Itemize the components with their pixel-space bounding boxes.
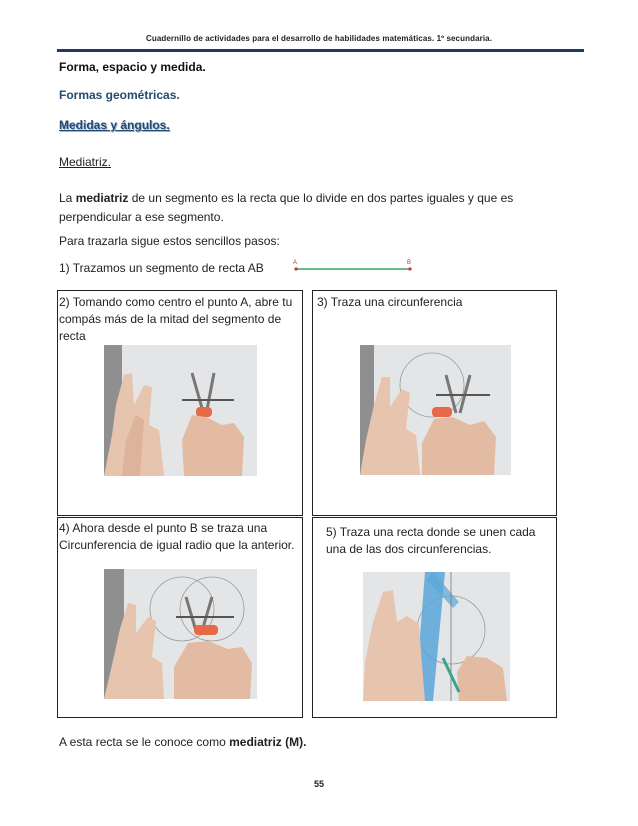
step-3-caption: 3) Traza una circunferencia <box>317 295 463 309</box>
document-header: Cuadernillo de actividades para el desarrollo de habilidades matemáticas. 1º secundaria. <box>145 34 493 43</box>
definition-paragraph <box>59 189 589 227</box>
topic-heading: Medidas y ángulos. <box>59 118 170 132</box>
step-1-text: 1) Trazamos un segmento de recta AB <box>59 261 264 275</box>
step-2-photo <box>104 345 257 476</box>
point-b <box>408 267 411 270</box>
step-5-photo <box>363 572 510 701</box>
step-3-box <box>312 290 557 516</box>
step-2-box <box>57 290 303 516</box>
label-b: B <box>407 260 412 266</box>
step-2-caption: 2) Tomando como centro el punto A, abre tu compás más de la mitad del segmento de recta <box>59 295 293 343</box>
label-a: A <box>293 260 298 266</box>
definition-prefix: La <box>59 191 76 205</box>
step-5-caption: 5) Traza una recta donde se unen cada una de las dos circunferencias. <box>326 525 536 556</box>
conclusion-prefix: A esta recta se le conoce como <box>59 735 230 749</box>
segment-ab-figure <box>290 258 415 276</box>
step-4-photo <box>104 569 257 699</box>
step-4-box <box>57 517 303 718</box>
step-3-photo <box>360 345 511 475</box>
conclusion-term: mediatriz (M). <box>229 735 307 749</box>
page-number: 55 <box>313 779 324 789</box>
intro-text: Para trazarla sigue estos sencillos pasos: <box>59 234 280 248</box>
page-title: Mediatriz. <box>59 155 112 169</box>
conclusion-text <box>59 735 306 749</box>
subsection-heading: Formas geométricas. <box>59 88 180 102</box>
step-5-box <box>312 517 557 718</box>
definition-rest: de un segmento es la recta que lo divide en dos partes iguales y que es perpendicular a ese segmento. <box>59 191 514 224</box>
section-heading: Forma, espacio y medida. <box>59 60 206 74</box>
header-rule <box>57 49 584 52</box>
point-a <box>294 267 297 270</box>
definition-term: mediatriz <box>75 191 129 205</box>
step-4-caption: 4) Ahora desde el punto B se traza una Circunferencia de igual radio que la anterior. <box>59 521 295 552</box>
